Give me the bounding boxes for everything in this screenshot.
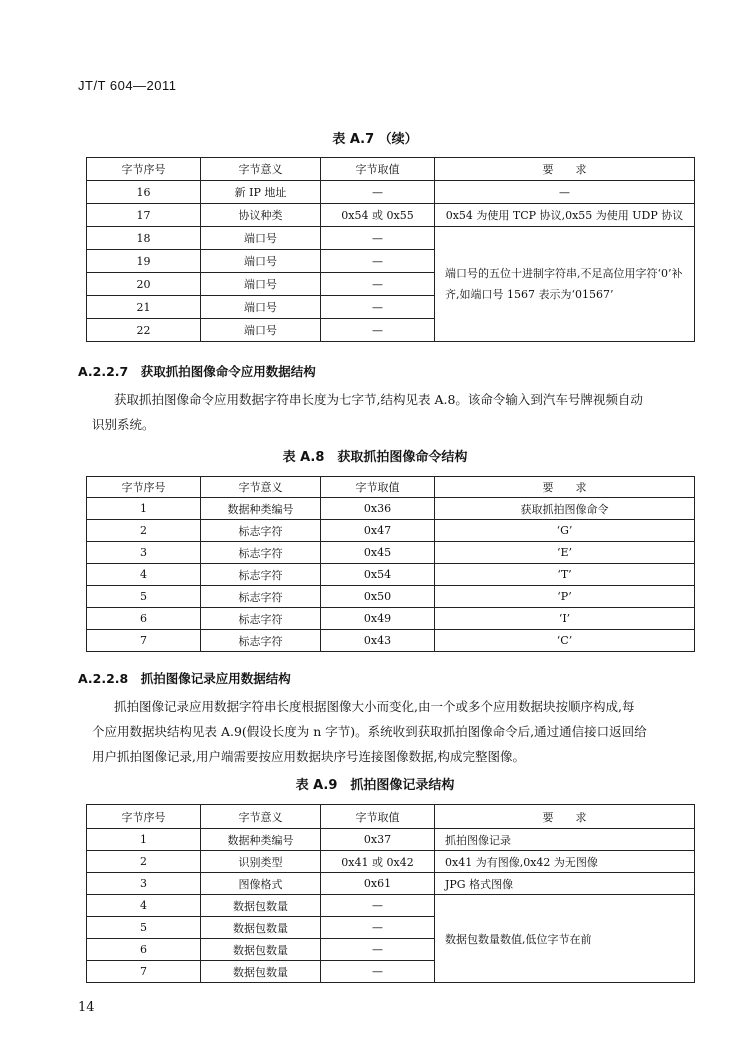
cell-req-merged: 数据包数量数值,低位字节在前 [435,895,695,983]
cell-value: 0x47 [321,520,435,542]
cell-meaning: 标志字符 [201,564,321,586]
cell-req: ‘I’ [435,608,695,630]
cell-value: 0x54 [321,564,435,586]
cell-meaning: 数据包数量 [201,939,321,961]
paragraph-line: 抓拍图像记录应用数据字符串长度根据图像大小而变化,由一个或多个应用数据块按顺序构成,每 [114,699,635,714]
cell-meaning: 端口号 [201,273,321,296]
cell-no: 17 [87,204,201,227]
cell-no: 4 [87,895,201,917]
cell-req: — [435,181,695,204]
table-row [87,829,695,851]
cell-no: 7 [87,961,201,983]
cell-value: — [321,296,435,319]
table-a9-caption: 表 A.9 抓拍图像记录结构 [295,778,455,793]
cell-no: 2 [87,520,201,542]
cell-req: ‘T’ [435,564,695,586]
table-row [87,851,695,873]
cell-value: 0x41 或 0x42 [321,851,435,873]
cell-meaning: 协议种类 [201,204,321,227]
cell-meaning: 识别类型 [201,851,321,873]
cell-no: 7 [87,630,201,652]
cell-meaning: 数据包数量 [201,961,321,983]
cell-meaning: 端口号 [201,296,321,319]
col-header: 字节序号 [87,158,201,181]
table-row [87,586,695,608]
cell-no: 5 [87,586,201,608]
cell-value: 0x50 [321,586,435,608]
cell-value: 0x43 [321,630,435,652]
col-header: 字节意义 [201,158,321,181]
table-row [87,181,695,204]
cell-req: ‘G’ [435,520,695,542]
section-heading-a228: A.2.2.8 抓拍图像记录应用数据结构 [78,671,291,686]
table-row [87,227,695,250]
col-header: 要 求 [435,805,695,829]
cell-req: 抓拍图像记录 [435,829,695,851]
section-a228-paragraph [92,694,692,769]
cell-no: 3 [87,873,201,895]
cell-value: 0x45 [321,542,435,564]
cell-req: JPG 格式图像 [435,873,695,895]
page-number: 14 [78,1000,95,1015]
cell-no: 20 [87,273,201,296]
cell-no: 22 [87,319,201,342]
col-header: 要 求 [435,477,695,498]
cell-value: — [321,939,435,961]
cell-no: 2 [87,851,201,873]
paragraph-line: 获取抓拍图像命令应用数据字符串长度为七字节,结构见表 A.8。该命令输入到汽车号牌视频自动 [114,392,643,407]
table-a8 [86,476,695,652]
cell-meaning: 数据种类编号 [201,498,321,520]
cell-no: 5 [87,917,201,939]
cell-value: — [321,250,435,273]
cell-meaning: 端口号 [201,227,321,250]
cell-value: 0x54 或 0x55 [321,204,435,227]
cell-req: ‘C’ [435,630,695,652]
table-row [87,498,695,520]
col-header: 字节意义 [201,805,321,829]
cell-meaning: 标志字符 [201,630,321,652]
cell-meaning: 标志字符 [201,542,321,564]
cell-req: 0x54 为使用 TCP 协议,0x55 为使用 UDP 协议 [435,204,695,227]
cell-meaning: 数据种类编号 [201,829,321,851]
cell-no: 6 [87,608,201,630]
cell-req: ‘E’ [435,542,695,564]
cell-req: 获取抓拍图像命令 [435,498,695,520]
cell-meaning: 图像格式 [201,873,321,895]
cell-req-merged: 端口号的五位十进制字符串,不足高位用字符‘0’补齐,如端口号 1567 表示为‘01567’ [435,227,695,342]
cell-no: 21 [87,296,201,319]
cell-value: — [321,895,435,917]
cell-meaning: 端口号 [201,250,321,273]
paragraph-line: 识别系统。 [92,417,155,432]
col-header: 字节取值 [321,477,435,498]
table-a8-caption: 表 A.8 获取抓拍图像命令结构 [282,450,468,465]
col-header: 字节意义 [201,477,321,498]
cell-meaning: 标志字符 [201,520,321,542]
cell-meaning: 标志字符 [201,586,321,608]
table-row [87,630,695,652]
cell-value: — [321,181,435,204]
cell-value: — [321,319,435,342]
cell-value: — [321,917,435,939]
cell-no: 1 [87,498,201,520]
cell-no: 6 [87,939,201,961]
table-row [87,873,695,895]
table-row [87,895,695,917]
paragraph-line: 用户抓拍图像记录,用户端需要按应用数据块序号连接图像数据,构成完整图像。 [92,749,525,764]
cell-value: — [321,273,435,296]
standard-header: JT/T 604—2011 [78,78,177,93]
cell-value: — [321,227,435,250]
cell-no: 16 [87,181,201,204]
cell-meaning: 端口号 [201,319,321,342]
cell-value: 0x49 [321,608,435,630]
cell-value: 0x37 [321,829,435,851]
table-a7 [86,157,695,342]
section-heading-a227: A.2.2.7 获取抓拍图像命令应用数据结构 [78,364,316,379]
cell-meaning: 标志字符 [201,608,321,630]
cell-value: — [321,961,435,983]
col-header: 字节序号 [87,477,201,498]
cell-no: 18 [87,227,201,250]
table-row [87,608,695,630]
cell-no: 1 [87,829,201,851]
table-row [87,520,695,542]
cell-no: 3 [87,542,201,564]
cell-no: 4 [87,564,201,586]
table-row [87,542,695,564]
cell-value: 0x61 [321,873,435,895]
cell-meaning: 数据包数量 [201,895,321,917]
cell-meaning: 新 IP 地址 [201,181,321,204]
table-row [87,204,695,227]
col-header: 字节取值 [321,158,435,181]
section-a227-paragraph [92,387,692,437]
col-header: 字节序号 [87,805,201,829]
col-header: 要 求 [435,158,695,181]
table-row [87,564,695,586]
paragraph-line: 个应用数据块结构见表 A.9(假设长度为 n 字节)。系统收到获取抓拍图像命令后,通过通信接口返回给 [92,724,647,739]
cell-value: 0x36 [321,498,435,520]
col-header: 字节取值 [321,805,435,829]
cell-req: 0x41 为有图像,0x42 为无图像 [435,851,695,873]
cell-no: 19 [87,250,201,273]
cell-meaning: 数据包数量 [201,917,321,939]
table-a7-caption: 表 A.7 （续） [332,132,418,147]
cell-req: ‘P’ [435,586,695,608]
table-a9 [86,804,695,983]
